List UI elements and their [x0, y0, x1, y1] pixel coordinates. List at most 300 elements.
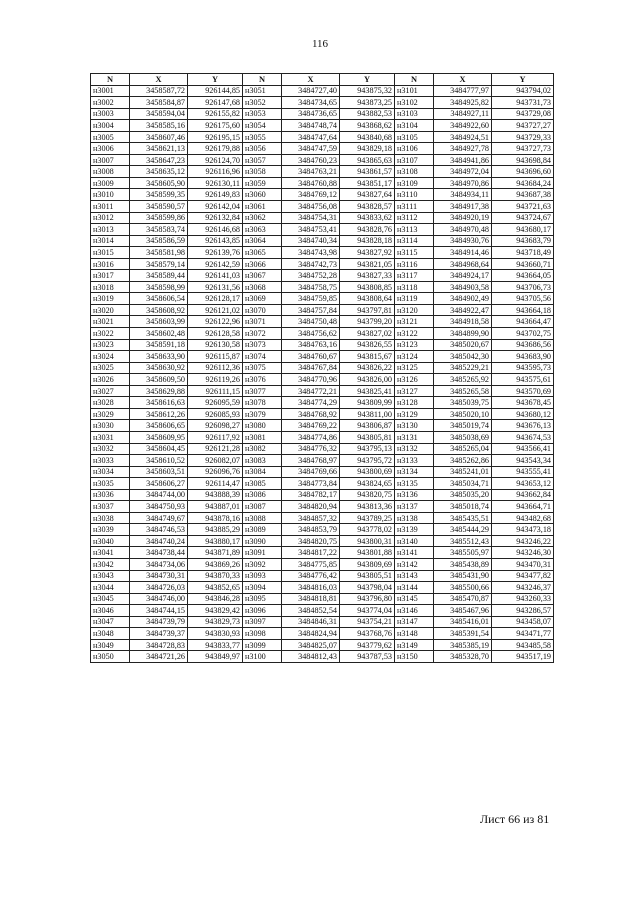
point-id-cell: н3039: [91, 524, 130, 536]
x-coordinate-cell: 3484759,85: [282, 293, 340, 305]
y-coordinate-cell: 943826,00: [340, 374, 395, 386]
x-coordinate-cell: 3458581,98: [130, 247, 188, 259]
y-coordinate-cell: 943833,62: [340, 212, 395, 224]
y-coordinate-cell: 926142,04: [188, 201, 243, 213]
y-coordinate-cell: 943517,19: [492, 651, 554, 663]
y-coordinate-cell: 943826,22: [340, 362, 395, 374]
x-coordinate-cell: 3485038,69: [434, 431, 492, 443]
sheet-counter: Лист 66 из 81: [480, 812, 550, 826]
table-row: [91, 547, 554, 559]
x-coordinate-cell: 3484728,83: [130, 639, 188, 651]
y-coordinate-cell: 943828,57: [340, 201, 395, 213]
point-id-cell: н3009: [91, 177, 130, 189]
y-coordinate-cell: 943880,17: [188, 535, 243, 547]
y-coordinate-cell: 943797,81: [340, 304, 395, 316]
x-coordinate-cell: 3484775,85: [282, 558, 340, 570]
point-id-cell: н3149: [395, 639, 434, 651]
point-id-cell: н3090: [243, 535, 282, 547]
point-id-cell: н3080: [243, 420, 282, 432]
y-coordinate-cell: 926117,92: [188, 431, 243, 443]
point-id-cell: н3087: [243, 501, 282, 513]
point-id-cell: н3033: [91, 455, 130, 467]
x-coordinate-cell: 3484853,79: [282, 524, 340, 536]
y-coordinate-cell: 943731,73: [492, 97, 554, 109]
point-id-cell: н3045: [91, 593, 130, 605]
point-id-cell: н3111: [395, 201, 434, 213]
x-coordinate-cell: 3484767,84: [282, 362, 340, 374]
x-coordinate-cell: 3485018,74: [434, 501, 492, 513]
point-id-cell: н3118: [395, 281, 434, 293]
point-id-cell: н3047: [91, 616, 130, 628]
point-id-cell: н3005: [91, 131, 130, 143]
table-row: [91, 120, 554, 132]
x-coordinate-cell: 3484768,97: [282, 455, 340, 467]
y-coordinate-cell: 943482,68: [492, 512, 554, 524]
x-coordinate-cell: 3484763,21: [282, 166, 340, 178]
table-row: [91, 131, 554, 143]
x-coordinate-cell: 3484750,48: [282, 316, 340, 328]
x-coordinate-cell: 3484816,03: [282, 582, 340, 594]
x-coordinate-cell: 3484782,17: [282, 489, 340, 501]
x-coordinate-cell: 3484914,46: [434, 247, 492, 259]
point-id-cell: н3130: [395, 420, 434, 432]
y-coordinate-cell: 943779,62: [340, 639, 395, 651]
y-coordinate-cell: 943686,56: [492, 339, 554, 351]
x-coordinate-cell: 3484739,79: [130, 616, 188, 628]
x-coordinate-cell: 3485039,75: [434, 397, 492, 409]
x-coordinate-cell: 3485435,51: [434, 512, 492, 524]
table-row: [91, 177, 554, 189]
point-id-cell: н3052: [243, 97, 282, 109]
x-coordinate-cell: 3484749,67: [130, 512, 188, 524]
x-coordinate-cell: 3484922,47: [434, 304, 492, 316]
table-row: [91, 431, 554, 443]
point-id-cell: н3023: [91, 339, 130, 351]
y-coordinate-cell: 926121,28: [188, 443, 243, 455]
point-id-cell: н3068: [243, 281, 282, 293]
y-coordinate-cell: 943729,08: [492, 108, 554, 120]
table-row: [91, 201, 554, 213]
x-coordinate-cell: 3485512,43: [434, 535, 492, 547]
y-coordinate-cell: 943794,02: [492, 85, 554, 97]
table-row: [91, 501, 554, 513]
y-coordinate-cell: 926149,83: [188, 189, 243, 201]
y-coordinate-cell: 943566,41: [492, 443, 554, 455]
point-id-cell: н3060: [243, 189, 282, 201]
point-id-cell: н3012: [91, 212, 130, 224]
point-id-cell: н3051: [243, 85, 282, 97]
y-coordinate-cell: 943575,61: [492, 374, 554, 386]
x-coordinate-cell: 3484736,65: [282, 108, 340, 120]
y-coordinate-cell: 943813,36: [340, 501, 395, 513]
point-id-cell: н3059: [243, 177, 282, 189]
point-id-cell: н3134: [395, 466, 434, 478]
y-coordinate-cell: 926095,59: [188, 397, 243, 409]
point-id-cell: н3129: [395, 408, 434, 420]
point-id-cell: н3065: [243, 247, 282, 259]
x-coordinate-cell: 3458604,45: [130, 443, 188, 455]
y-coordinate-cell: 943833,77: [188, 639, 243, 651]
x-coordinate-cell: 3485505,97: [434, 547, 492, 559]
y-coordinate-cell: 926130,58: [188, 339, 243, 351]
y-coordinate-cell: 943246,30: [492, 547, 554, 559]
y-coordinate-cell: 943821,05: [340, 258, 395, 270]
y-coordinate-cell: 943829,42: [188, 605, 243, 617]
x-coordinate-cell: 3484772,21: [282, 385, 340, 397]
point-id-cell: н3018: [91, 281, 130, 293]
y-coordinate-cell: 926141,03: [188, 270, 243, 282]
point-id-cell: н3024: [91, 351, 130, 363]
x-coordinate-cell: 3484846,31: [282, 616, 340, 628]
point-id-cell: н3073: [243, 339, 282, 351]
table-header: [91, 74, 554, 86]
x-coordinate-cell: 3484753,41: [282, 224, 340, 236]
x-coordinate-cell: 3484920,19: [434, 212, 492, 224]
y-coordinate-cell: 943727,27: [492, 120, 554, 132]
point-id-cell: н3103: [395, 108, 434, 120]
y-coordinate-cell: 943471,77: [492, 628, 554, 640]
x-coordinate-cell: 3484925,82: [434, 97, 492, 109]
point-id-cell: н3114: [395, 235, 434, 247]
y-coordinate-cell: 943868,62: [340, 120, 395, 132]
point-id-cell: н3117: [395, 270, 434, 282]
x-coordinate-cell: 3458607,46: [130, 131, 188, 143]
y-coordinate-cell: 943827,33: [340, 270, 395, 282]
x-coordinate-cell: 3458579,14: [130, 258, 188, 270]
point-id-cell: н3025: [91, 362, 130, 374]
y-coordinate-cell: 943246,22: [492, 535, 554, 547]
y-coordinate-cell: 943878,16: [188, 512, 243, 524]
y-coordinate-cell: 943698,84: [492, 154, 554, 166]
x-coordinate-cell: 3458606,65: [130, 420, 188, 432]
x-coordinate-cell: 3484777,97: [434, 85, 492, 97]
point-id-cell: н3016: [91, 258, 130, 270]
y-coordinate-cell: 943828,76: [340, 224, 395, 236]
point-id-cell: н3061: [243, 201, 282, 213]
y-coordinate-cell: 943286,57: [492, 605, 554, 617]
x-coordinate-cell: 3485431,90: [434, 570, 492, 582]
y-coordinate-cell: 943875,32: [340, 85, 395, 97]
x-coordinate-cell: 3484747,64: [282, 131, 340, 143]
x-coordinate-cell: 3484941,86: [434, 154, 492, 166]
x-coordinate-cell: 3484769,22: [282, 420, 340, 432]
x-coordinate-cell: 3484754,31: [282, 212, 340, 224]
column-header: N: [395, 74, 434, 86]
x-coordinate-cell: 3458630,92: [130, 362, 188, 374]
y-coordinate-cell: 943687,38: [492, 189, 554, 201]
table-row: [91, 466, 554, 478]
y-coordinate-cell: 943706,73: [492, 281, 554, 293]
x-coordinate-cell: 3484742,73: [282, 258, 340, 270]
x-coordinate-cell: 3485241,01: [434, 466, 492, 478]
x-coordinate-cell: 3485020,67: [434, 339, 492, 351]
y-coordinate-cell: 943721,63: [492, 201, 554, 213]
x-coordinate-cell: 3484825,07: [282, 639, 340, 651]
point-id-cell: н3107: [395, 154, 434, 166]
y-coordinate-cell: 943865,63: [340, 154, 395, 166]
x-coordinate-cell: 3484857,32: [282, 512, 340, 524]
point-id-cell: н3120: [395, 304, 434, 316]
point-id-cell: н3072: [243, 328, 282, 340]
x-coordinate-cell: 3485328,70: [434, 651, 492, 663]
y-coordinate-cell: 943873,25: [340, 97, 395, 109]
point-id-cell: н3029: [91, 408, 130, 420]
y-coordinate-cell: 943664,05: [492, 270, 554, 282]
point-id-cell: н3133: [395, 455, 434, 467]
x-coordinate-cell: 3484903,58: [434, 281, 492, 293]
point-id-cell: н3058: [243, 166, 282, 178]
point-id-cell: н3076: [243, 374, 282, 386]
y-coordinate-cell: 943806,87: [340, 420, 395, 432]
x-coordinate-cell: 3458583,74: [130, 224, 188, 236]
x-coordinate-cell: 3484902,49: [434, 293, 492, 305]
x-coordinate-cell: 3458584,87: [130, 97, 188, 109]
x-coordinate-cell: 3484760,23: [282, 154, 340, 166]
table-row: [91, 293, 554, 305]
x-coordinate-cell: 3485444,29: [434, 524, 492, 536]
x-coordinate-cell: 3484820,94: [282, 501, 340, 513]
table-row: [91, 397, 554, 409]
x-coordinate-cell: 3458609,95: [130, 431, 188, 443]
point-id-cell: н3094: [243, 582, 282, 594]
y-coordinate-cell: 943674,53: [492, 431, 554, 443]
y-coordinate-cell: 926085,93: [188, 408, 243, 420]
y-coordinate-cell: 943570,69: [492, 385, 554, 397]
table-row: [91, 524, 554, 536]
x-coordinate-cell: 3484927,11: [434, 108, 492, 120]
x-coordinate-cell: 3484756,08: [282, 201, 340, 213]
x-coordinate-cell: 3484721,26: [130, 651, 188, 663]
point-id-cell: н3141: [395, 547, 434, 559]
point-id-cell: н3071: [243, 316, 282, 328]
point-id-cell: н3037: [91, 501, 130, 513]
y-coordinate-cell: 943796,80: [340, 593, 395, 605]
y-coordinate-cell: 943829,73: [188, 616, 243, 628]
point-id-cell: н3011: [91, 201, 130, 213]
x-coordinate-cell: 3484924,51: [434, 131, 492, 143]
point-id-cell: н3145: [395, 593, 434, 605]
x-coordinate-cell: 3484774,29: [282, 397, 340, 409]
y-coordinate-cell: 943826,55: [340, 339, 395, 351]
point-id-cell: н3031: [91, 431, 130, 443]
point-id-cell: н3139: [395, 524, 434, 536]
point-id-cell: н3123: [395, 339, 434, 351]
table-row: [91, 582, 554, 594]
point-id-cell: н3062: [243, 212, 282, 224]
column-header: N: [243, 74, 282, 86]
y-coordinate-cell: 943828,18: [340, 235, 395, 247]
y-coordinate-cell: 926122,96: [188, 316, 243, 328]
x-coordinate-cell: 3484758,75: [282, 281, 340, 293]
x-coordinate-cell: 3484750,93: [130, 501, 188, 513]
y-coordinate-cell: 943825,41: [340, 385, 395, 397]
x-coordinate-cell: 3485019,74: [434, 420, 492, 432]
y-coordinate-cell: 943840,68: [340, 131, 395, 143]
x-coordinate-cell: 3458603,51: [130, 466, 188, 478]
x-coordinate-cell: 3484760,67: [282, 351, 340, 363]
x-coordinate-cell: 3484818,81: [282, 593, 340, 605]
y-coordinate-cell: 943861,57: [340, 166, 395, 178]
y-coordinate-cell: 926119,26: [188, 374, 243, 386]
x-coordinate-cell: 3484763,16: [282, 339, 340, 351]
point-id-cell: н3148: [395, 628, 434, 640]
y-coordinate-cell: 943680,17: [492, 224, 554, 236]
x-coordinate-cell: 3484746,00: [130, 593, 188, 605]
point-id-cell: н3102: [395, 97, 434, 109]
y-coordinate-cell: 943811,00: [340, 408, 395, 420]
point-id-cell: н3078: [243, 397, 282, 409]
x-coordinate-cell: 3484972,04: [434, 166, 492, 178]
table-row: [91, 385, 554, 397]
point-id-cell: н3128: [395, 397, 434, 409]
y-coordinate-cell: 943774,04: [340, 605, 395, 617]
page-number: 116: [311, 38, 329, 50]
x-coordinate-cell: 3484773,84: [282, 478, 340, 490]
y-coordinate-cell: 943555,41: [492, 466, 554, 478]
y-coordinate-cell: 926096,76: [188, 466, 243, 478]
x-coordinate-cell: 3485020,10: [434, 408, 492, 420]
y-coordinate-cell: 943678,45: [492, 397, 554, 409]
point-id-cell: н3110: [395, 189, 434, 201]
x-coordinate-cell: 3484770,96: [282, 374, 340, 386]
table-row: [91, 108, 554, 120]
y-coordinate-cell: 943653,12: [492, 478, 554, 490]
point-id-cell: н3150: [395, 651, 434, 663]
table-row: [91, 605, 554, 617]
table-row: [91, 351, 554, 363]
y-coordinate-cell: 943470,31: [492, 558, 554, 570]
x-coordinate-cell: 3484934,11: [434, 189, 492, 201]
table-row: [91, 143, 554, 155]
x-coordinate-cell: 3485034,71: [434, 478, 492, 490]
point-id-cell: н3098: [243, 628, 282, 640]
table-row: [91, 154, 554, 166]
point-id-cell: н3057: [243, 154, 282, 166]
y-coordinate-cell: 926115,87: [188, 351, 243, 363]
y-coordinate-cell: 943887,01: [188, 501, 243, 513]
y-coordinate-cell: 926112,36: [188, 362, 243, 374]
x-coordinate-cell: 3458606,27: [130, 478, 188, 490]
point-id-cell: н3135: [395, 478, 434, 490]
x-coordinate-cell: 3484769,12: [282, 189, 340, 201]
y-coordinate-cell: 926195,15: [188, 131, 243, 143]
y-coordinate-cell: 943683,90: [492, 351, 554, 363]
x-coordinate-cell: 3484927,78: [434, 143, 492, 155]
x-coordinate-cell: 3458599,86: [130, 212, 188, 224]
y-coordinate-cell: 943458,07: [492, 616, 554, 628]
x-coordinate-cell: 3484744,15: [130, 605, 188, 617]
point-id-cell: н3017: [91, 270, 130, 282]
table-row: [91, 616, 554, 628]
x-coordinate-cell: 3484820,75: [282, 535, 340, 547]
point-id-cell: н3131: [395, 431, 434, 443]
table-row: [91, 304, 554, 316]
table-row: [91, 535, 554, 547]
table-row: [91, 281, 554, 293]
y-coordinate-cell: 926179,88: [188, 143, 243, 155]
point-id-cell: н3070: [243, 304, 282, 316]
y-coordinate-cell: 943809,69: [340, 558, 395, 570]
point-id-cell: н3027: [91, 385, 130, 397]
point-id-cell: н3064: [243, 235, 282, 247]
table-row: [91, 443, 554, 455]
x-coordinate-cell: 3484760,88: [282, 177, 340, 189]
y-coordinate-cell: 943815,67: [340, 351, 395, 363]
column-header: X: [434, 74, 492, 86]
column-header: X: [282, 74, 340, 86]
x-coordinate-cell: 3484776,42: [282, 570, 340, 582]
table-row: [91, 270, 554, 282]
x-coordinate-cell: 3484734,06: [130, 558, 188, 570]
y-coordinate-cell: 943778,02: [340, 524, 395, 536]
point-id-cell: н3054: [243, 120, 282, 132]
x-coordinate-cell: 3484748,74: [282, 120, 340, 132]
point-id-cell: н3066: [243, 258, 282, 270]
y-coordinate-cell: 943473,18: [492, 524, 554, 536]
x-coordinate-cell: 3484899,90: [434, 328, 492, 340]
table-row: [91, 247, 554, 259]
point-id-cell: н3115: [395, 247, 434, 259]
x-coordinate-cell: 3458610,52: [130, 455, 188, 467]
y-coordinate-cell: 926139,76: [188, 247, 243, 259]
y-coordinate-cell: 926111,15: [188, 385, 243, 397]
y-coordinate-cell: 943808,64: [340, 293, 395, 305]
y-coordinate-cell: 926142,59: [188, 258, 243, 270]
y-coordinate-cell: 943808,85: [340, 281, 395, 293]
point-id-cell: н3125: [395, 362, 434, 374]
x-coordinate-cell: 3484924,17: [434, 270, 492, 282]
y-coordinate-cell: 943805,81: [340, 431, 395, 443]
point-id-cell: н3034: [91, 466, 130, 478]
y-coordinate-cell: 943827,64: [340, 189, 395, 201]
y-coordinate-cell: 943820,75: [340, 489, 395, 501]
x-coordinate-cell: 3485229,21: [434, 362, 492, 374]
y-coordinate-cell: 943664,47: [492, 316, 554, 328]
point-id-cell: н3035: [91, 478, 130, 490]
point-id-cell: н3147: [395, 616, 434, 628]
point-id-cell: н3074: [243, 351, 282, 363]
x-coordinate-cell: 3484774,86: [282, 431, 340, 443]
point-id-cell: н3112: [395, 212, 434, 224]
x-coordinate-cell: 3484812,43: [282, 651, 340, 663]
table-row: [91, 316, 554, 328]
point-id-cell: н3026: [91, 374, 130, 386]
y-coordinate-cell: 943702,75: [492, 328, 554, 340]
point-id-cell: н3095: [243, 593, 282, 605]
y-coordinate-cell: 926130,11: [188, 177, 243, 189]
column-header: Y: [188, 74, 243, 86]
y-coordinate-cell: 943824,65: [340, 478, 395, 490]
point-id-cell: н3119: [395, 293, 434, 305]
point-id-cell: н3046: [91, 605, 130, 617]
point-id-cell: н3044: [91, 582, 130, 594]
point-id-cell: н3104: [395, 120, 434, 132]
y-coordinate-cell: 943827,92: [340, 247, 395, 259]
y-coordinate-cell: 943246,37: [492, 582, 554, 594]
point-id-cell: н3142: [395, 558, 434, 570]
point-id-cell: н3099: [243, 639, 282, 651]
y-coordinate-cell: 943851,17: [340, 177, 395, 189]
x-coordinate-cell: 3458612,26: [130, 408, 188, 420]
x-coordinate-cell: 3458587,72: [130, 85, 188, 97]
y-coordinate-cell: 943787,53: [340, 651, 395, 663]
x-coordinate-cell: 3458629,88: [130, 385, 188, 397]
y-coordinate-cell: 943727,73: [492, 143, 554, 155]
x-coordinate-cell: 3484769,66: [282, 466, 340, 478]
y-coordinate-cell: 926143,85: [188, 235, 243, 247]
x-coordinate-cell: 3458590,57: [130, 201, 188, 213]
x-coordinate-cell: 3485438,89: [434, 558, 492, 570]
